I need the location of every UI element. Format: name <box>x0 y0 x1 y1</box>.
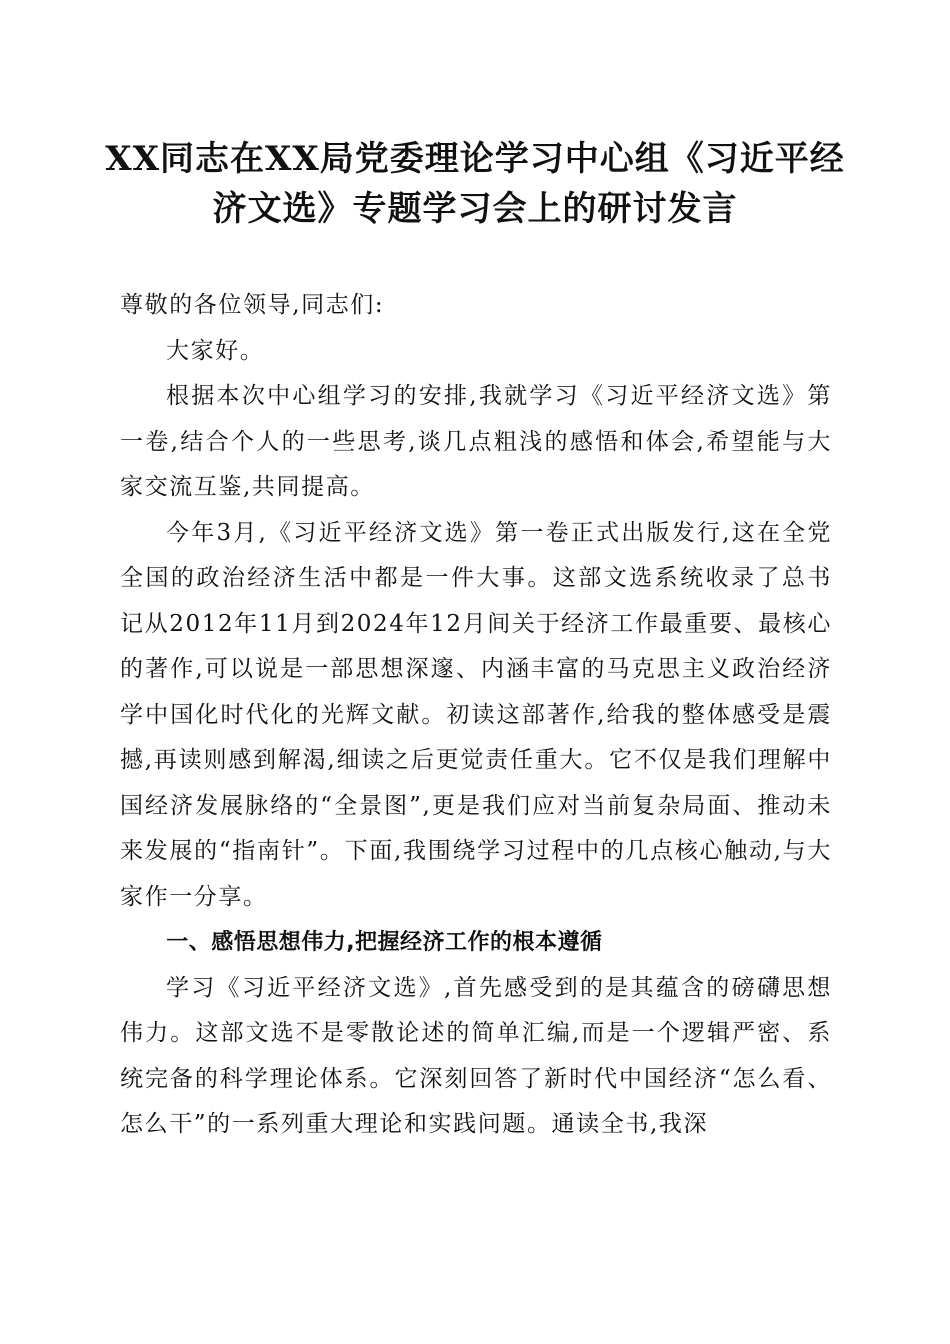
document-title: XX同志在XX局党委理论学习中心组《习近平经济文选》专题学习会上的研讨发言 <box>105 139 845 229</box>
paragraph-background: 今年3月,《习近平经济文选》第一卷正式出版发行,这在全党全国的政治经济生活中都是一件大事。这部文选系统收录了总书记从2012年11月到2024年12月间关于经济工作最重要、最核心的著作,可以说是一部思想深邃、内涵丰富的马克思主义政治经济学中国化时代化的光辉文献。初读这部著作,给我的整体感受是震撼,再读则感到解渴,细读之后更觉责任重大。它不仅是我们理解中国经济发展脉络的“全景图”,更是我们应对当前复杂局面、推动未来发展的“指南针”。下面,我围绕学习过程中的几点核心触动,与大家作一分享。 <box>120 519 832 910</box>
salutation: 尊敬的各位领导,同志们: <box>120 292 385 318</box>
paragraph-section-one: 学习《习近平经济文选》,首先感受到的是其蕴含的磅礴思想伟力。这部文选不是零散论述的简单汇编,而是一个逻辑严密、系统完备的科学理论体系。它深刻回答了新时代中国经济“怎么看、怎么干”的一系列重大理论和实践问题。通读全书,我深 <box>120 974 832 1137</box>
section-heading: 一、感悟思想伟力,把握经济工作的根本遵循 <box>166 930 603 955</box>
paragraph-intro: 根据本次中心组学习的安排,我就学习《习近平经济文选》第一卷,结合个人的一些思考,谈几点粗浅的感悟和体会,希望能与大家交流互鉴,共同提高。 <box>120 383 832 500</box>
document-body <box>120 283 832 1148</box>
paragraph-greeting: 大家好。 <box>166 337 265 364</box>
